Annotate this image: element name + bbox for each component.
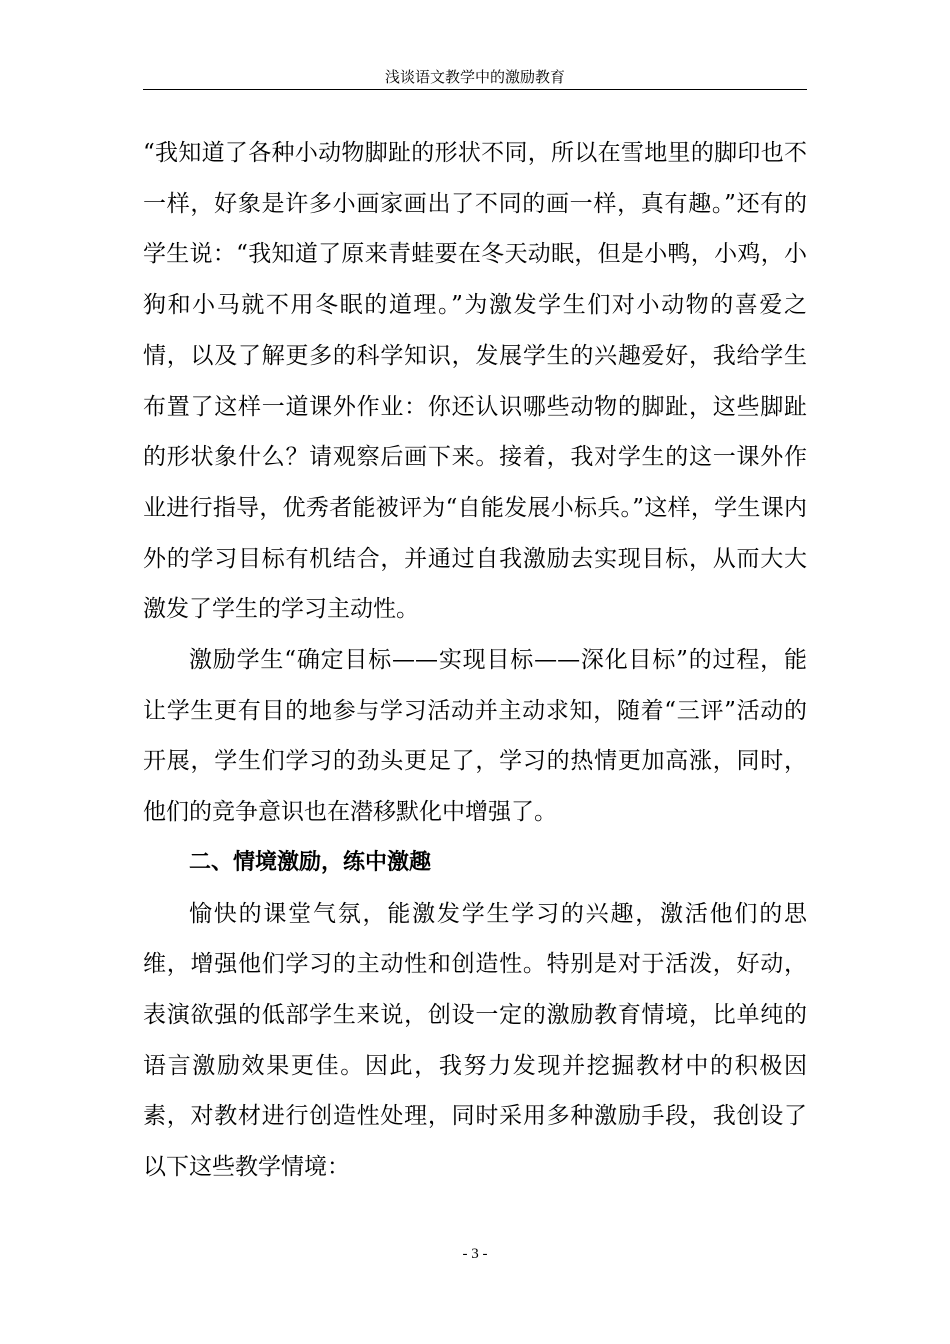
paragraph-continued: “我知道了各种小动物脚趾的形状不同，所以在雪地里的脚印也不一样，好象是许多小画家画出了不同的画一样，真有趣。”还有的学生说：“我知道了原来青蛙要在冬天动眠，但是小鸭，小鸡，小狗和小马就不用冬眠的道理。”为激发学生们对小动物的喜爱之情，以及了解更多的科学知识，发展学生的兴趣爱好，我给学生布置了这样一道课外作业：你还认识哪些动物的脚趾，这些脚趾的形状象什么？请观察后画下来。接着，我对学生的这一课外作业进行指导，优秀者能被评为“自能发展小标兵。”这样，学生课内外的学习目标有机结合，并通过自我激励去实现目标，从而大大激发了学生的学习主动性。 xyxy=(143,140,807,623)
header-divider xyxy=(143,89,807,90)
paragraph-motivation-process: 激励学生“确定目标——实现目标——深化目标”的过程，能让学生更有目的地参与学习活动并主动求知，随着“三评”活动的开展，学生们学习的劲头更足了，学习的热情更加高涨，同时，他们的竞争意识也在潜移默化中增强了。 xyxy=(143,647,807,826)
section-heading: 二、情境激励，练中激趣 xyxy=(189,849,432,875)
running-header: 浅谈语文教学中的激励教育 xyxy=(384,68,565,86)
body-text xyxy=(143,128,807,1193)
page-number: - 3 - xyxy=(462,1246,488,1262)
paragraph-classroom-atmosphere: 愉快的课堂气氛，能激发学生学习的兴趣，激活他们的思维，增强他们学习的主动性和创造性。特别是对于活泼，好动，表演欲强的低部学生来说，创设一定的激励教育情境，比单纯的语言激励效果更佳。因此，我努力发现并挖掘教材中的积极因素，对教材进行创造性处理，同时采用多种激励手段，我创设了以下这些教学情境： xyxy=(143,900,807,1181)
